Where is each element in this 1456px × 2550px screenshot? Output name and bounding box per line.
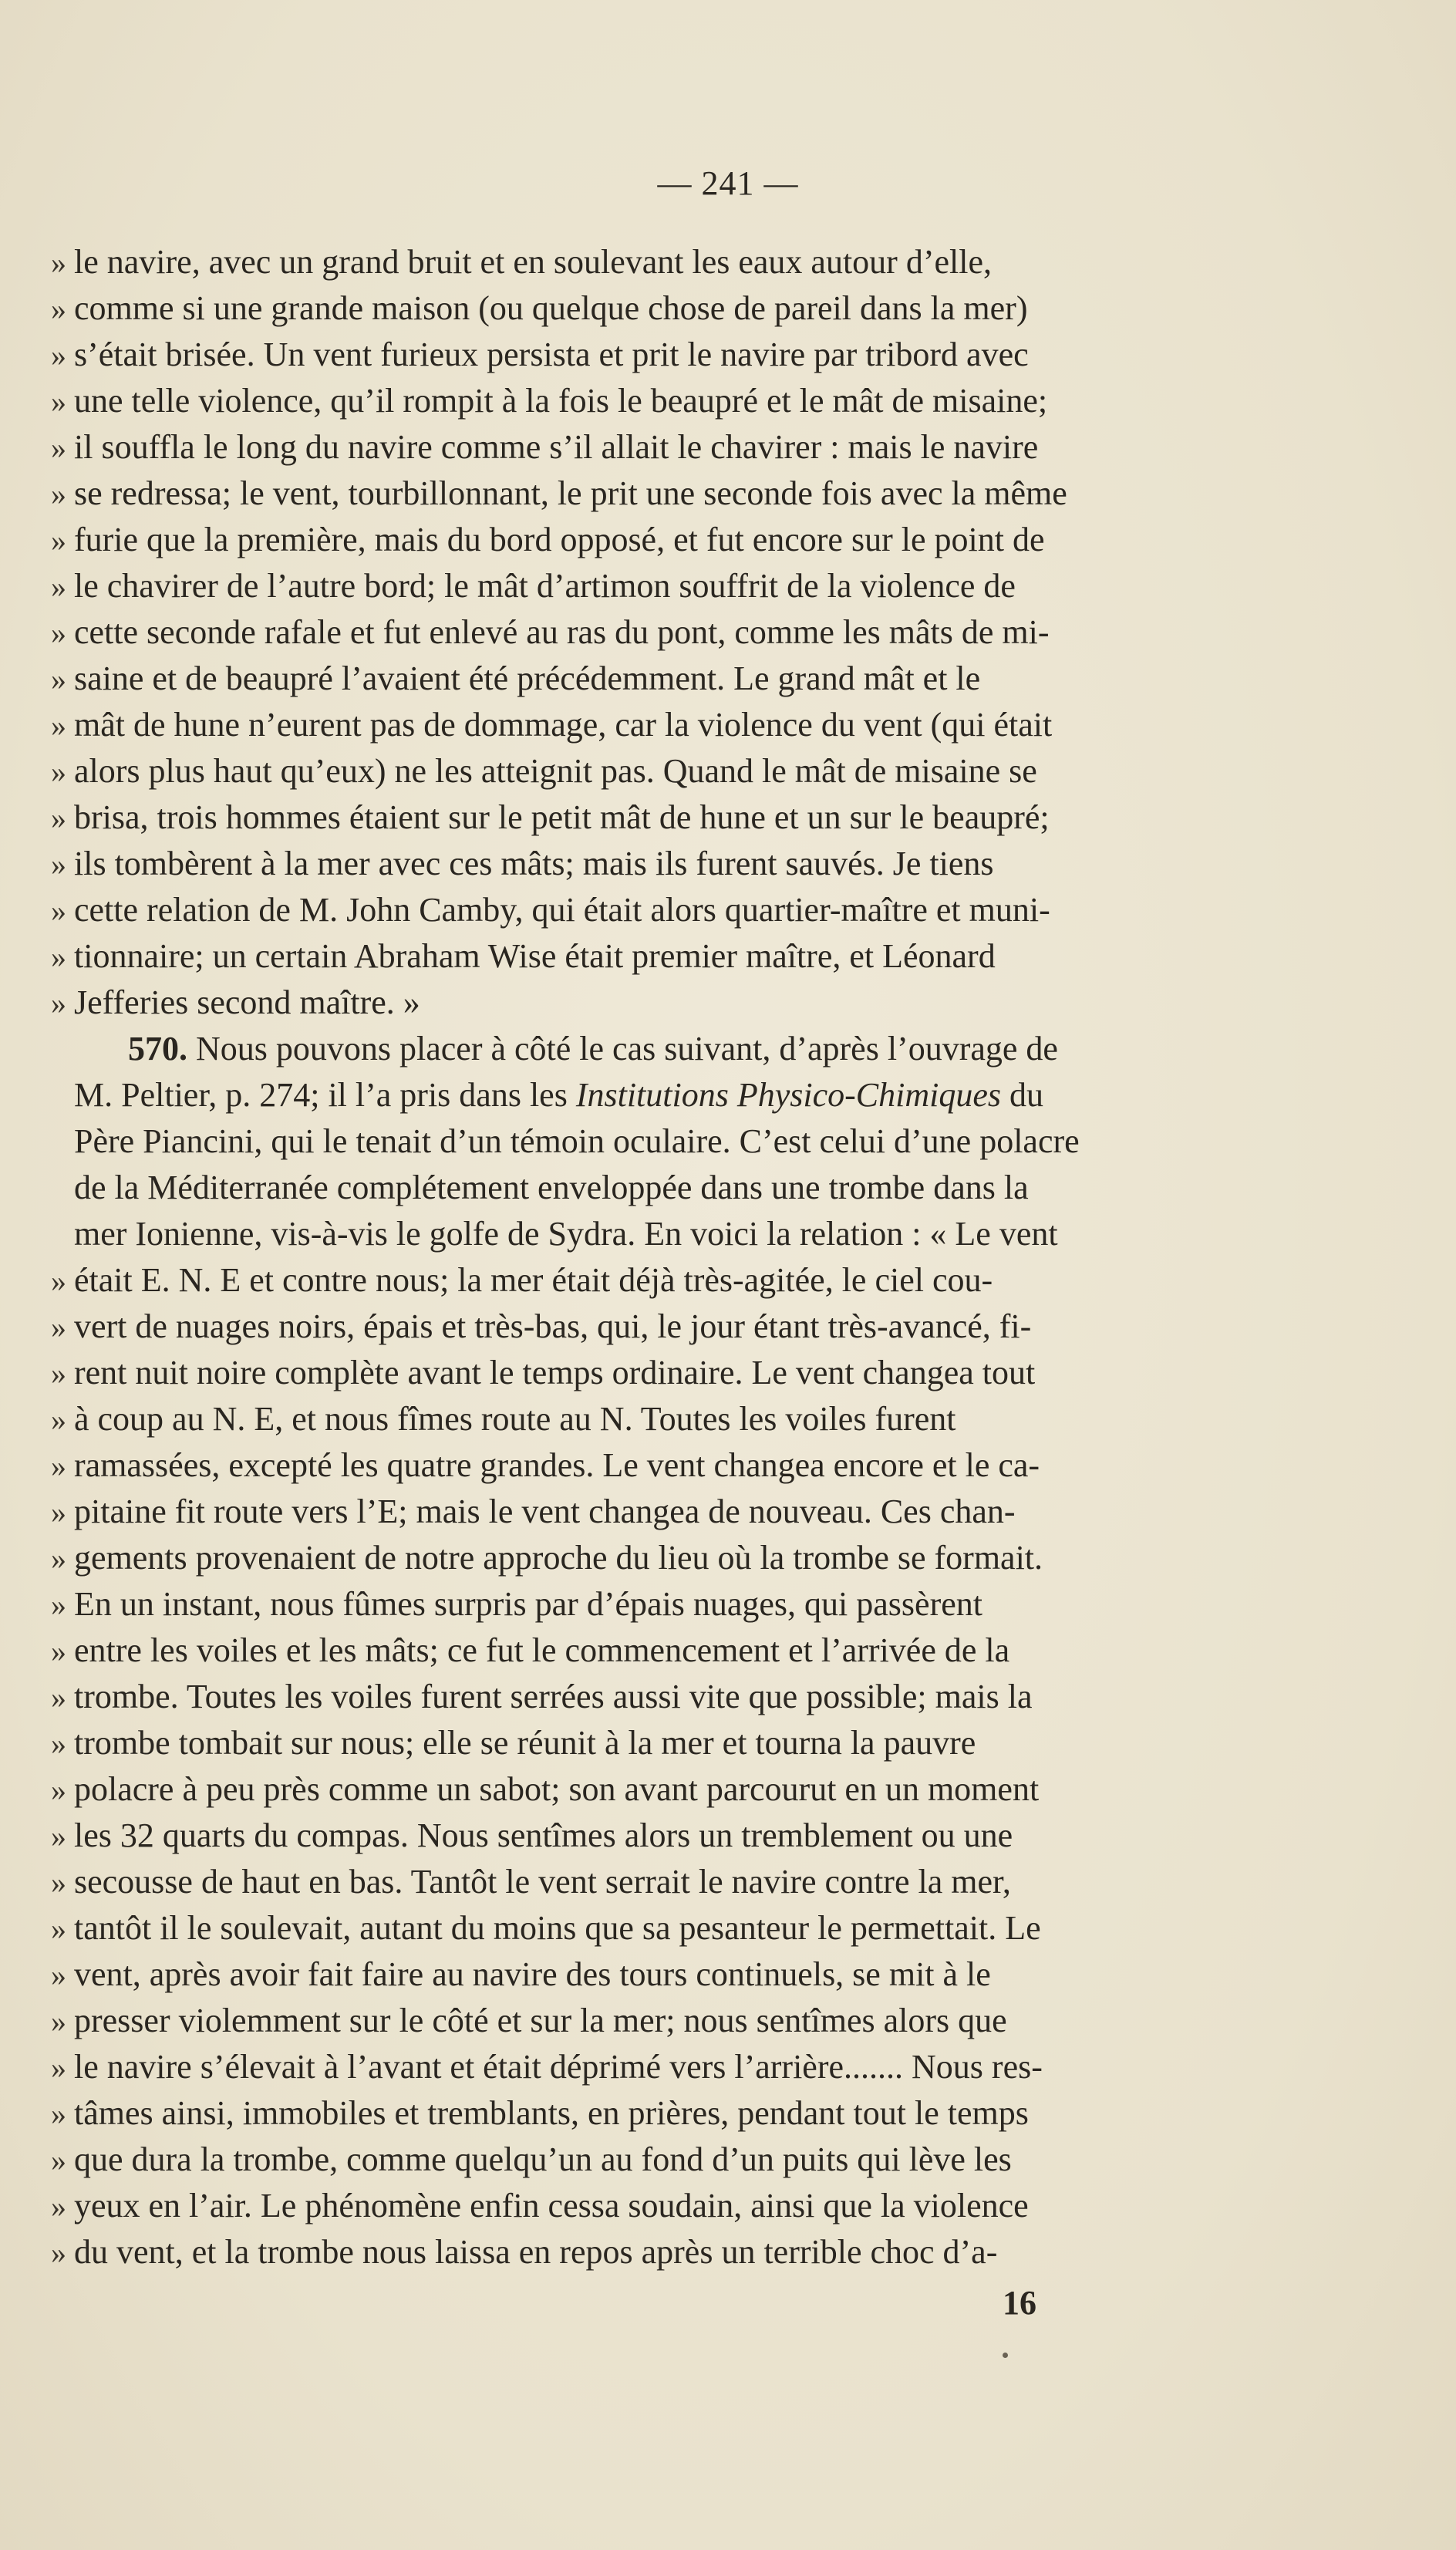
- quote-mark: »: [51, 2096, 66, 2131]
- line-text: de la Méditerranée complétement enveloppée dans une trombe dans la: [74, 1169, 1029, 1206]
- quote-mark: »: [51, 384, 66, 419]
- quote-mark: »: [51, 616, 66, 650]
- text-line: [46, 1998, 1249, 2044]
- text-line: [46, 1118, 1249, 1165]
- quote-mark: »: [51, 893, 66, 928]
- line-text: se redressa; le vent, tourbillonnant, le prit une seconde fois avec la même: [74, 474, 1067, 512]
- quote-mark: »: [51, 2189, 66, 2224]
- line-text: cette relation de M. John Camby, qui était alors quartier-maître et muni-: [74, 891, 1050, 929]
- text-line: [46, 748, 1249, 794]
- text-line: [46, 887, 1249, 933]
- text-line: [46, 1627, 1249, 1674]
- line-text: trombe tombait sur nous; elle se réunit à la mer et tourna la pauvre: [74, 1724, 976, 1762]
- quote-mark: »: [51, 2235, 66, 2270]
- line-text: le navire, avec un grand bruit et en soulevant les eaux autour d’elle,: [74, 243, 992, 281]
- quote-mark: »: [51, 1310, 66, 1344]
- text-line: [46, 794, 1249, 841]
- text-line: [46, 1442, 1249, 1489]
- text-line: [46, 2183, 1249, 2229]
- quote-mark: »: [51, 1449, 66, 1483]
- text-line: [46, 702, 1249, 748]
- quote-mark: »: [51, 1402, 66, 1437]
- line-text: gements provenaient de notre approche du lieu où la trombe se formait.: [74, 1539, 1043, 1577]
- quote-mark: »: [51, 1587, 66, 1622]
- text-line: [46, 1674, 1249, 1720]
- line-text: Père Piancini, qui le tenait d’un témoin oculaire. C’est celui d’une polacre: [74, 1122, 1080, 1160]
- quote-mark: »: [51, 430, 66, 465]
- line-text-tail: du: [1001, 1076, 1044, 1114]
- line-text: entre les voiles et les mâts; ce fut le commencement et l’arrivée de la: [74, 1631, 1010, 1669]
- line-text: M. Peltier, p. 274; il l’a pris dans les: [74, 1076, 576, 1114]
- quote-mark: »: [51, 754, 66, 789]
- text-line: [46, 2137, 1249, 2183]
- quote-mark: »: [51, 245, 66, 280]
- line-text: vent, après avoir fait faire au navire des tours continuels, se mit à le: [74, 1955, 991, 1993]
- line-text: cette seconde rafale et fut enlevé au ras du pont, comme les mâts de mi-: [74, 613, 1050, 651]
- quote-mark: »: [51, 1495, 66, 1530]
- line-text: comme si une grande maison (ou quelque chose de pareil dans la mer): [74, 289, 1028, 327]
- quote-mark: »: [51, 1911, 66, 1946]
- quote-mark: »: [51, 1541, 66, 1576]
- text-line: [46, 656, 1249, 702]
- text-line: [46, 471, 1249, 517]
- quote-mark: »: [51, 2050, 66, 2085]
- line-text: était E. N. E et contre nous; la mer était déjà très-agitée, le ciel cou-: [74, 1261, 993, 1299]
- line-text: saine et de beaupré l’avaient été précédemment. Le grand mât et le: [74, 659, 981, 697]
- line-text: furie que la première, mais du bord opposé, et fut encore sur le point de: [74, 521, 1045, 558]
- text-line: [46, 1489, 1249, 1535]
- quote-mark: »: [51, 1263, 66, 1298]
- quote-mark: »: [51, 1680, 66, 1715]
- line-text: les 32 quarts du compas. Nous sentîmes alors un tremblement ou une: [74, 1816, 1013, 1854]
- line-text: brisa, trois hommes étaient sur le petit mât de hune et un sur le beaupré;: [74, 798, 1050, 836]
- quote-mark: »: [51, 2143, 66, 2177]
- text-line: [46, 1026, 1249, 1072]
- quote-mark: »: [51, 523, 66, 558]
- line-text: polacre à peu près comme un sabot; son avant parcourut en un moment: [74, 1770, 1040, 1808]
- line-text: il souffla le long du navire comme s’il allait le chavirer : mais le navire: [74, 428, 1039, 466]
- line-text: trombe. Toutes les voiles furent serrées aussi vite que possible; mais la: [74, 1678, 1033, 1715]
- text-line: [46, 1535, 1249, 1581]
- line-text: ils tombèrent à la mer avec ces mâts; mais ils furent sauvés. Je tiens: [74, 845, 994, 882]
- text-line: [46, 517, 1249, 563]
- text-line: [46, 1072, 1249, 1118]
- line-text: mer Ionienne, vis-à-vis le golfe de Sydra. En voici la relation : « Le vent: [74, 1215, 1058, 1253]
- line-text: Jefferies second maître. »: [74, 983, 420, 1021]
- quote-mark: »: [51, 292, 66, 326]
- text-line: [46, 1766, 1249, 1813]
- body-text: [46, 239, 1249, 2275]
- line-text: du vent, et la trombe nous laissa en repos après un terrible choc d’a-: [74, 2233, 998, 2271]
- quote-mark: »: [51, 986, 66, 1020]
- text-line: [46, 1905, 1249, 1951]
- text-line: [46, 2229, 1249, 2275]
- text-line: [46, 1720, 1249, 1766]
- quote-mark: »: [51, 1865, 66, 1900]
- quote-mark: »: [51, 338, 66, 373]
- line-text: mât de hune n’eurent pas de dommage, car la violence du vent (qui était: [74, 706, 1053, 744]
- line-text: tantôt il le soulevait, autant du moins que sa pesanteur le permettait. Le: [74, 1909, 1041, 1947]
- text-line: [46, 1350, 1249, 1396]
- page-number: — 241 —: [657, 164, 799, 202]
- text-line: [46, 1581, 1249, 1627]
- text-line: [46, 239, 1249, 285]
- signature-mark: 16: [1003, 2284, 1036, 2322]
- text-line: [46, 1257, 1249, 1304]
- line-text: ramassées, excepté les quatre grandes. Le vent changea encore et le ca-: [74, 1446, 1040, 1484]
- line-text: Nous pouvons placer à côté le cas suivant, d’après l’ouvrage de: [196, 1030, 1058, 1068]
- line-text: pitaine fit route vers l’E; mais le vent changea de nouveau. Ces chan-: [74, 1493, 1016, 1530]
- paragraph-number: 570.: [128, 1030, 187, 1068]
- line-text: En un instant, nous fûmes surpris par d’épais nuages, qui passèrent: [74, 1585, 982, 1623]
- text-line: [46, 2090, 1249, 2137]
- text-line: [46, 933, 1249, 980]
- line-text: vert de nuages noirs, épais et très-bas, qui, le jour étant très-avancé, fi-: [74, 1307, 1032, 1345]
- quote-mark: »: [51, 1773, 66, 1807]
- line-text: s’était brisée. Un vent furieux persista et prit le navire par tribord avec: [74, 336, 1029, 373]
- line-text: presser violemment sur le côté et sur la mer; nous sentîmes alors que: [74, 2002, 1007, 2039]
- book-title: Institutions Physico-Chimiques: [575, 1076, 1002, 1114]
- quote-mark: »: [51, 1634, 66, 1668]
- line-text: secousse de haut en bas. Tantôt le vent serrait le navire contre la mer,: [74, 1863, 1011, 1901]
- ink-speck: [1003, 2353, 1008, 2358]
- text-line: [46, 980, 1249, 1026]
- quote-mark: »: [51, 939, 66, 974]
- quote-mark: »: [51, 1958, 66, 1992]
- line-text: à coup au N. E, et nous fîmes route au N. Toutes les voiles furent: [74, 1400, 956, 1438]
- text-line: [46, 1813, 1249, 1859]
- quote-mark: »: [51, 1356, 66, 1391]
- text-line: [46, 378, 1249, 424]
- text-line: [46, 2044, 1249, 2090]
- text-line: [46, 1211, 1249, 1257]
- line-text: une telle violence, qu’il rompit à la fois le beaupré et le mât de misaine;: [74, 382, 1048, 420]
- line-text: le chavirer de l’autre bord; le mât d’artimon souffrit de la violence de: [74, 567, 1016, 605]
- quote-mark: »: [51, 847, 66, 882]
- line-text: tâmes ainsi, immobiles et tremblants, en prières, pendant tout le temps: [74, 2094, 1029, 2132]
- text-line: [46, 1859, 1249, 1905]
- line-text: le navire s’élevait à l’avant et était déprimé vers l’arrière....... Nous res-: [74, 2048, 1043, 2086]
- line-text: rent nuit noire complète avant le temps ordinaire. Le vent changea tout: [74, 1354, 1036, 1391]
- line-text: yeux en l’air. Le phénomène enfin cessa soudain, ainsi que la violence: [74, 2187, 1029, 2225]
- text-line: [46, 285, 1249, 332]
- quote-mark: »: [51, 1726, 66, 1761]
- line-text: que dura la trombe, comme quelqu’un au fond d’un puits qui lève les: [74, 2140, 1012, 2178]
- line-text: alors plus haut qu’eux) ne les atteignit pas. Quand le mât de misaine se: [74, 752, 1037, 790]
- text-line: [46, 609, 1249, 656]
- text-line: [46, 1304, 1249, 1350]
- text-line: [46, 1951, 1249, 1998]
- text-line: [46, 1165, 1249, 1211]
- text-line: [46, 424, 1249, 471]
- text-line: [46, 1396, 1249, 1442]
- quote-mark: »: [51, 801, 66, 835]
- line-text: tionnaire; un certain Abraham Wise était premier maître, et Léonard: [74, 937, 996, 975]
- text-line: [46, 332, 1249, 378]
- quote-mark: »: [51, 662, 66, 697]
- text-line: [46, 841, 1249, 887]
- quote-mark: »: [51, 708, 66, 743]
- text-line: [46, 563, 1249, 609]
- quote-mark: »: [51, 569, 66, 604]
- quote-mark: »: [51, 1819, 66, 1853]
- quote-mark: »: [51, 2004, 66, 2039]
- quote-mark: »: [51, 477, 66, 511]
